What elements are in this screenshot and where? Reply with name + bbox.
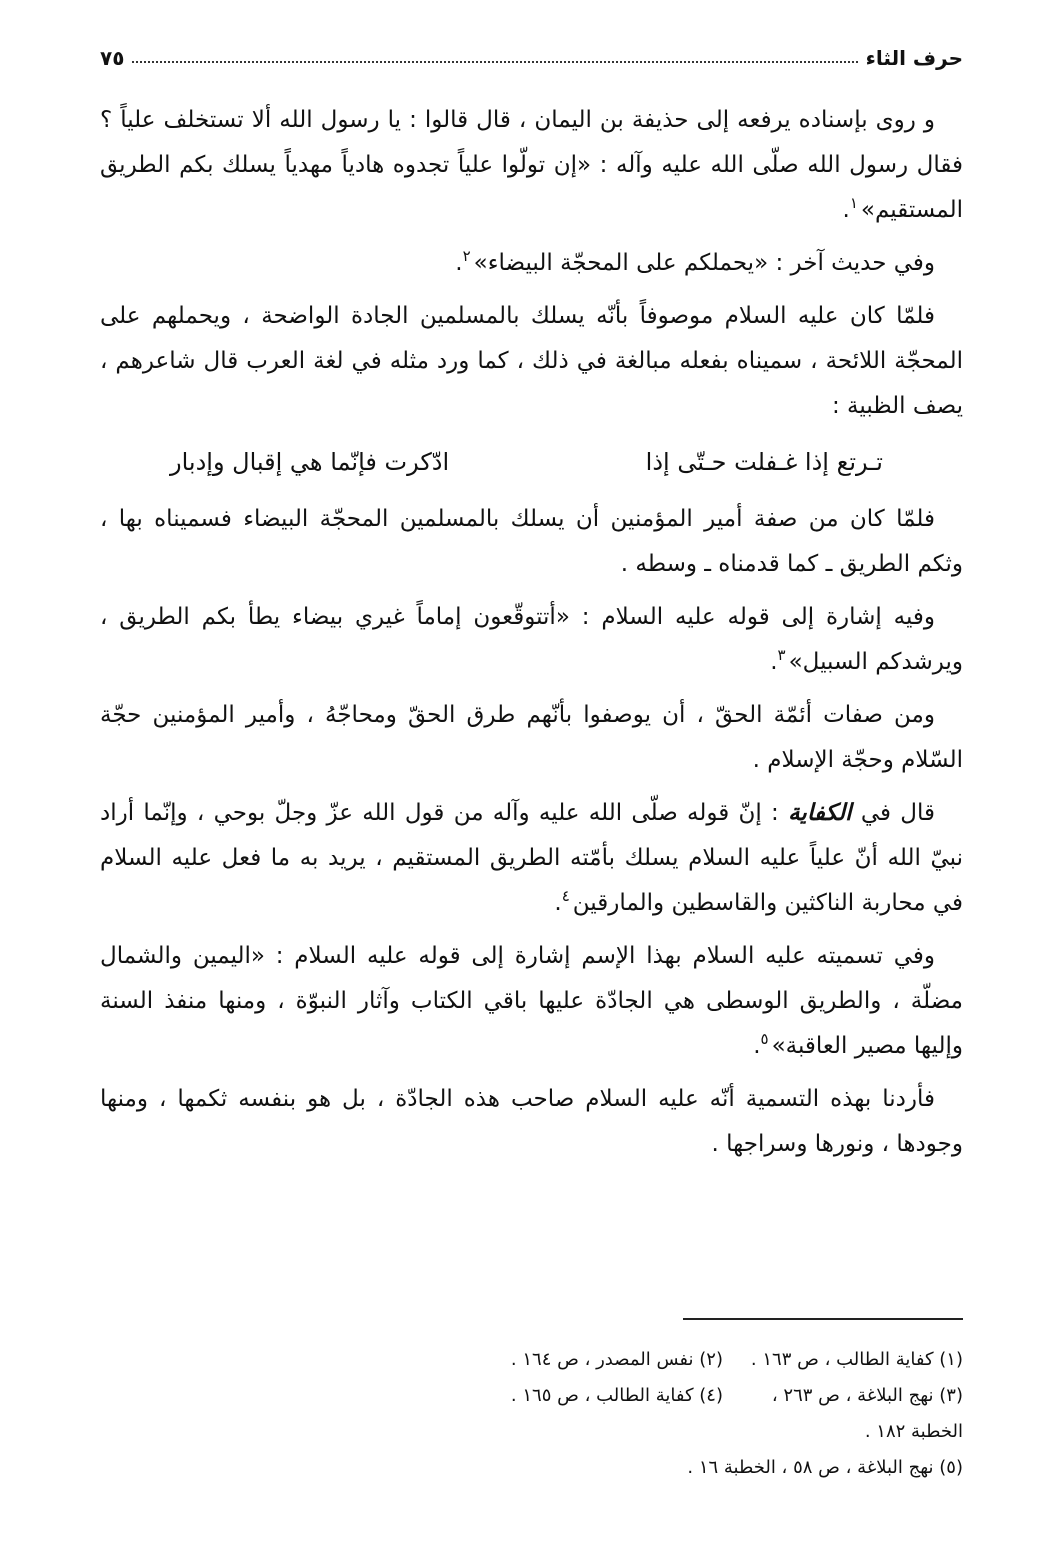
paragraph-7-text: : إنّ قوله صلّى الله عليه وآله من قول الله عزّ وجلّ بوحي ، وإنّما أراد نبيّ الله أنّ علياً عليه السلام يسلك بأمّته الطريق المستقيم ، يريد به ما فعل عليه السلام في محاربة الناكثين والقاسطين والمارقين — [100, 800, 963, 916]
paragraph-2: وفي حديث آخر : «يحملكم على المحجّة البيضاء»$^٢$. — [455, 247, 935, 276]
poem-verse — [100, 437, 963, 487]
paragraph-8-text: وفي تسميته عليه السلام بهذا الإسم إشارة إلى قوله عليه السلام : «اليمين والشمال مضلّة ، والطريق الوسطى هي الجادّة عليها باقي الكتاب وآثار النبوّة ، ومنها منفذ السنة وإليها مصير العاقبة» — [100, 943, 963, 1059]
paragraph-1: و روى بإسناده يرفعه إلى حذيفة بن اليمان ، قال قالوا : يا رسول الله ألا تستخلف علياً ؟ فقال رسول الله صلّى الله عليه وآله : «إن تولّوا علياً تجدوه هادياً مهدياً يسلك بكم الطريق المستقيم»$^١$. — [100, 107, 963, 223]
paragraph-9: فأردنا بهذه التسمية أنّه عليه السلام صاحب هذه الجادّة ، بل هو بنفسه ثكمها ، ومنها وجودها ، ونورها وسراجها . — [100, 1086, 963, 1157]
footnote-row-3 — [403, 1450, 963, 1486]
footnote-ref-4: ٤ — [561, 887, 570, 906]
paragraph-7: قال في الكفاية : إنّ قوله صلّى الله عليه وآله من قول الله عزّ وجلّ بوحي ، وإنّما أراد نبيّ الله أنّ علياً عليه السلام يسلك بأمّته الطريق المستقيم ، يريد به ما فعل عليه السلام في محاربة الناكثين والقاسطين والمارقين$^٤$. — [100, 800, 963, 916]
footnote-row-2 — [403, 1378, 963, 1450]
footnote-ref-3: ٣ — [777, 646, 786, 665]
paragraph-5: وفيه إشارة إلى قوله عليه السلام : «أتتوقّعون إماماً غيري بيضاء يطأ بكم الطريق ، ويرشدكم السبيل»$^٣$. — [100, 604, 963, 675]
book-title: الكفاية — [788, 800, 852, 826]
footnote-3: (٣) نهج البلاغة ، ص ٢٦٣ ، الخطبة ١٨٢ . — [771, 1385, 963, 1442]
running-header — [100, 40, 963, 76]
page — [100, 40, 963, 1175]
paragraph-4: فلمّا كان من صفة أمير المؤمنين أن يسلك بالمسلمين المحجّة البيضاء فسميناه بها ، وثكم الطريق ـ كما قدمناه ـ وسطه . — [100, 506, 963, 577]
main-text — [100, 98, 963, 1167]
paragraph-2-text: وفي حديث آخر : «يحملكم على المحجّة البيضاء» — [473, 250, 935, 276]
paragraph-6: ومن صفات أئمّة الحقّ ، أن يوصفوا بأنّهم طرق الحقّ ومحاجّهُ ، وأمير المؤمنين حجّة السّلام وحجّة الإسلام . — [100, 702, 963, 773]
footnote-4: (٤) كفاية الطالب ، ص ١٦٥ . — [510, 1385, 723, 1406]
footnote-5: (٥) نهج البلاغة ، ص ٥٨ ، الخطبة ١٦ . — [687, 1457, 963, 1478]
footnote-row-1 — [403, 1342, 963, 1378]
footnote-separator — [683, 1318, 963, 1320]
paragraph-5-text: وفيه إشارة إلى قوله عليه السلام : «أتتوقّعون إماماً غيري بيضاء يطأ بكم الطريق ، ويرشدكم السبيل» — [100, 604, 963, 675]
footnote-ref-2: ٢ — [462, 247, 471, 266]
footnote-1: (١) كفاية الطالب ، ص ١٦٣ . — [750, 1349, 963, 1370]
footnote-ref-1: ١ — [849, 194, 858, 213]
page-number: ٧٥ — [100, 46, 125, 70]
dotted-leader — [132, 61, 857, 63]
footnote-ref-5: ٥ — [760, 1030, 769, 1049]
footnote-2: (٢) نفس المصدر ، ص ١٦٤ . — [510, 1349, 723, 1370]
section-title: حرف الثاء — [865, 46, 963, 70]
paragraph-3: فلمّا كان عليه السلام موصوفاً بأنّه يسلك بالمسلمين الجادة الواضحة ، ويحملهم على المحجّة اللائحة ، سميناه بفعله مبالغة في ذلك ، كما ورد مثله في لغة العرب قال شاعرهم ، يصف الظبية : — [100, 303, 963, 419]
verse-second-hemistich: ادّكرت فإنّما هي إقبال وإدبار — [170, 448, 450, 476]
paragraph-8: وفي تسميته عليه السلام بهذا الإسم إشارة إلى قوله عليه السلام : «اليمين والشمال مضلّة ، والطريق الوسطى هي الجادّة عليها باقي الكتاب وآثار النبوّة ، ومنها منفذ السنة وإليها مصير العاقبة»$^٥$. — [100, 943, 963, 1059]
footnotes — [403, 1342, 963, 1486]
paragraph-7-prefix: قال في — [860, 800, 936, 826]
paragraph-1-text: و روى بإسناده يرفعه إلى حذيفة بن اليمان ، قال قالوا : يا رسول الله ألا تستخلف علياً ؟ فقال رسول الله صلّى الله عليه وآله : «إن تولّوا علياً تجدوه هادياً مهدياً يسلك بكم الطريق المستقيم» — [100, 107, 963, 223]
verse-first-hemistich: تـرتع إذا غـفلت حـتّى إذا — [645, 448, 883, 476]
